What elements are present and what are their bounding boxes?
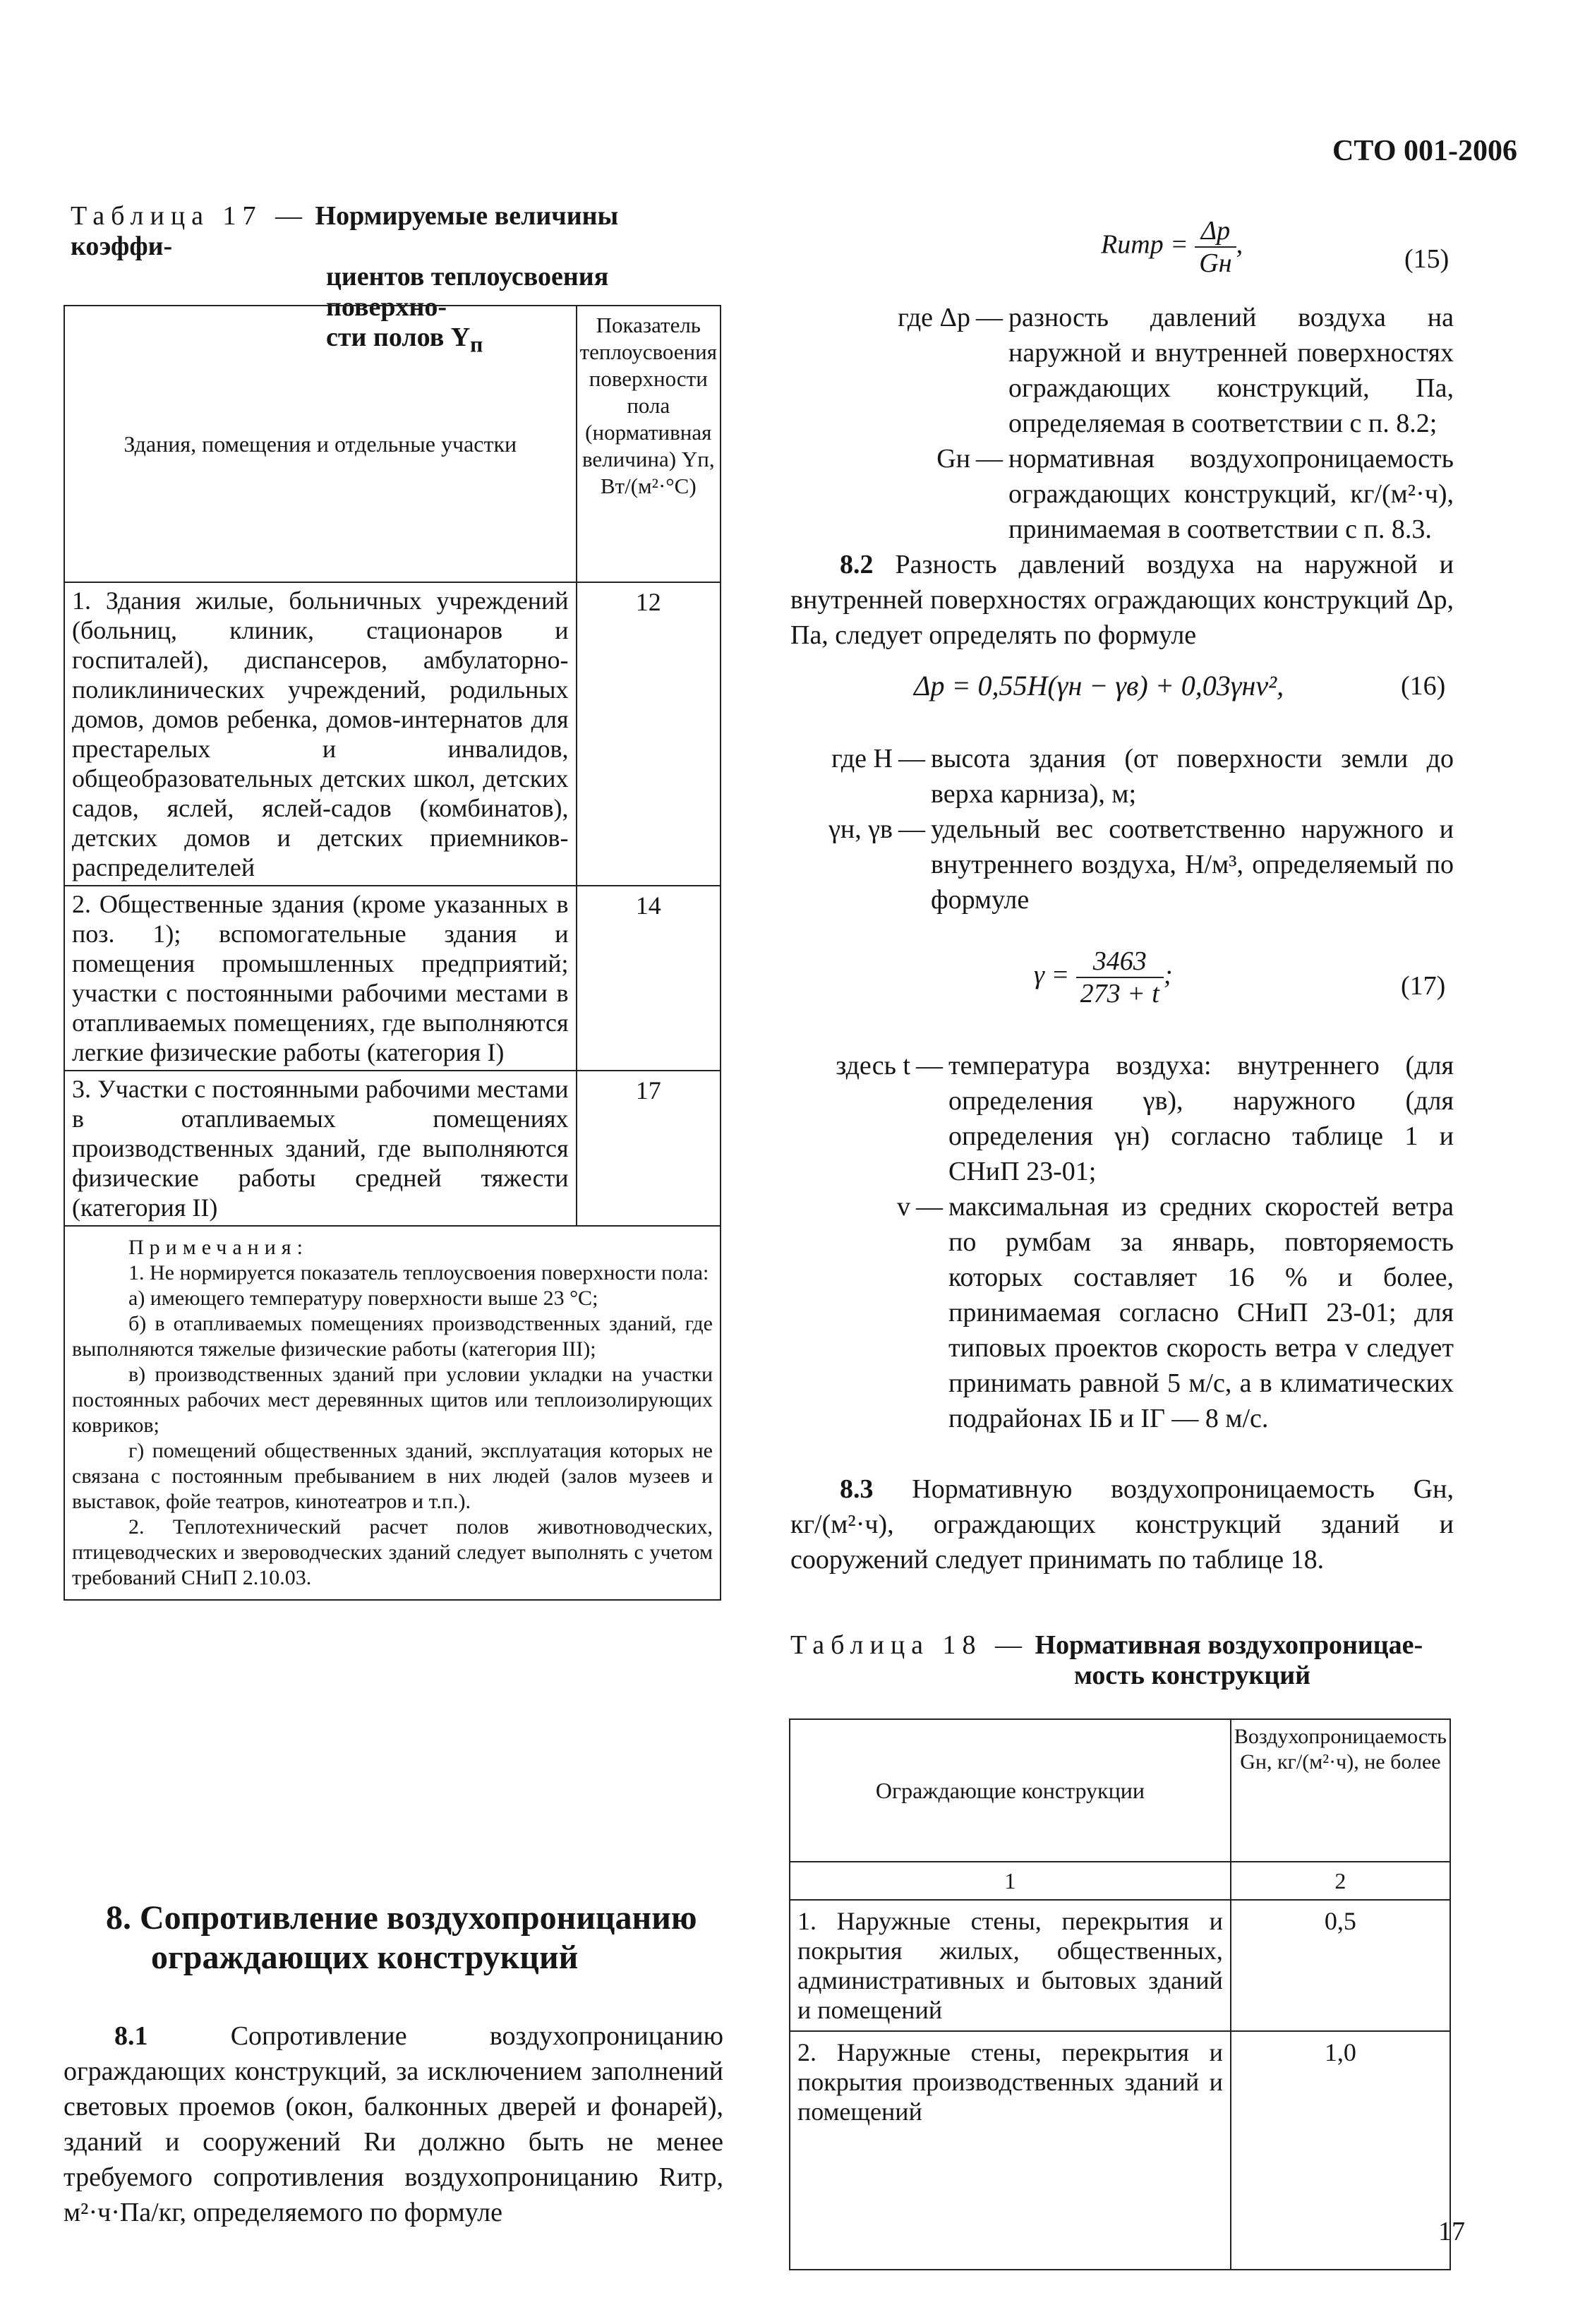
table17-caption-title-line2: циентов теплоусвоения поверхно- <box>326 262 609 322</box>
table18 <box>789 1718 1451 2270</box>
p81-text: Сопротивление воздухопроницанию ограждающих конструкций, за исключением заполнений световых проемов (окон, балконных дверей и фонарей), зданий и сооружений Rи должно быть не менее требуемого сопротивления воздухопроницанию Rитр, м²·ч·Па/кг, определяемого по формуле <box>64 2021 723 2227</box>
equation-15 <box>1101 215 1243 279</box>
table18-col2-number: 2 <box>1231 1862 1450 1900</box>
equation-16: Δp = 0,55H(γн − γв) + 0,03γнv², <box>914 670 1284 702</box>
note-item: г) помещений общественных зданий, эксплуатация которых не связана с постоянным пребыванием в них людей (залов музеев и выставок, фойе театров, кинотеатров и т.п.). <box>72 1439 713 1513</box>
table17 <box>64 305 721 1601</box>
table18-caption <box>790 1630 1447 1691</box>
def-label: здесь t <box>836 1051 910 1080</box>
def-text: температура воздуха: внутреннего (для определения γв), наружного (для определения γн) согласно таблице 1 и СНиП 23-01; <box>948 1051 1454 1186</box>
table17-caption-title-sub: п <box>470 332 483 357</box>
eq17-definitions <box>794 1048 1454 1436</box>
table17-col1-header: Здания, помещения и отдельные участки <box>64 306 577 582</box>
eq15-fraction <box>1195 215 1236 279</box>
def-text: высота здания (от поверхности земли до верха карниза), м; <box>931 744 1454 809</box>
eq15-definitions <box>794 300 1454 547</box>
table17-caption-title-line1: Нормируемые величины коэффи- <box>71 201 619 261</box>
section8-title-line2: ограждающих конструкций <box>151 1939 579 1976</box>
eq17-fraction <box>1076 946 1164 1009</box>
p83-number: 8.3 <box>840 1474 874 1504</box>
table-row <box>64 886 721 1071</box>
table17-row2-text: 2. Общественные здания (кроме указанных в поз. 1); вспомогательные здания и помещения промышленных предприятий; участки с постоянными рабочими местами в отапливаемых помещениях, где выполняются легкие физические работы (категория I) <box>64 886 577 1071</box>
table-row <box>64 582 721 886</box>
equation-17 <box>1034 946 1172 1009</box>
table18-row1-text: 1. Наружные стены, перекрытия и покрытия жилых, общественных, административных и бытовых зданий и помещений <box>790 1900 1231 2031</box>
def-label: v <box>897 1192 910 1222</box>
table18-row1-value: 0,5 <box>1231 1900 1450 2031</box>
document-code: СТО 001-2006 <box>1332 135 1517 167</box>
eq15-lhs: Rитр = <box>1101 229 1188 260</box>
def-label: Gн <box>936 444 970 474</box>
table-row <box>790 1900 1450 2031</box>
table-row <box>64 1071 721 1226</box>
section8-heading <box>106 1898 727 1977</box>
eq17-numerator: 3463 <box>1076 946 1164 978</box>
eq15-number: (15) <box>1404 244 1450 274</box>
definition-row: здесь t — температура воздуха: внутреннего (для определения γв), наружного (для определения γн) согласно таблице 1 и СНиП 23-01; <box>794 1048 1454 1189</box>
page-number: 17 <box>1438 2217 1465 2246</box>
p82-text: Разность давлений воздуха на наружной и внутренней поверхностях ограждающих конструкций Δp, Па, следует определять по формуле <box>790 550 1454 650</box>
paragraph-8-1 <box>64 2018 723 2230</box>
table-row <box>790 2031 1450 2270</box>
table17-row1-text: 1. Здания жилые, больничных учреждений (больниц, клиник, стационаров и госпиталей), диспансеров, амбулаторно-поликлинических учреждений, родильных домов, домов ребенка, домов-интернатов для престарелых и инвалидов, общеобразовательных детских школ, детских садов, яслей, яслей-садов (комбинатов), детских домов и детских приемников-распределителей <box>64 582 577 886</box>
def-label: где H <box>831 744 893 773</box>
eq15-numerator: Δp <box>1195 215 1236 248</box>
p82-number: 8.2 <box>840 550 874 579</box>
eq15-tail: , <box>1236 229 1243 260</box>
table17-notes <box>64 1226 721 1600</box>
note-item: б) в отапливаемых помещениях производственных зданий, где выполняются тяжелые физические работы (категория III); <box>72 1312 713 1361</box>
def-label: γн, γв <box>828 814 893 844</box>
table17-caption-title-line3: сти полов Y <box>326 323 471 352</box>
def-text: удельный вес соответственно наружного и внутреннего воздуха, Н/м³, определяемый по формуле <box>931 814 1454 915</box>
note-item: а) имеющего температуру поверхности выше 23 °С; <box>128 1287 598 1310</box>
eq17-tail: ; <box>1163 960 1173 990</box>
paragraph-8-2 <box>790 547 1454 653</box>
definition-row: v — максимальная из средних скоростей ветра по румбам за январь, повторяемость которых составляет 16 % и более, принимаемая согласно СНиП 23-01; для типовых проектов скорость ветра v следует принимать равной 5 м/с, а в климатических подрайонах IБ и IГ — 8 м/с. <box>794 1189 1454 1436</box>
table17-row1-value: 12 <box>577 582 721 886</box>
table18-row2-value: 1,0 <box>1231 2031 1450 2270</box>
table17-caption-prefix: Таблица 17 — <box>71 201 309 231</box>
def-text: разность давлений воздуха на наружной и внутренней поверхностях ограждающих конструкций, Па, определяемая в соответствии с п. 8.2; <box>1008 303 1454 438</box>
table17-row2-value: 14 <box>577 886 721 1071</box>
paragraph-8-3 <box>790 1471 1454 1577</box>
eq17-denominator: 273 + t <box>1080 979 1159 1009</box>
definition-row: Gн — нормативная воздухопроницаемость ограждающих конструкций, кг/(м²·ч), принимаемая в соответствии с п. 8.3. <box>794 441 1454 547</box>
section8-title-line1: 8. Сопротивление воздухопроницанию <box>106 1899 697 1937</box>
def-label: где Δp <box>898 303 970 332</box>
table18-caption-prefix: Таблица 18 — <box>790 1630 1029 1660</box>
p83-text: Нормативную воздухопроницаемость Gн, кг/(м²·ч), ограждающих конструкций зданий и сооружений следует принимать по таблице 18. <box>790 1474 1454 1575</box>
table18-col1-header: Ограждающие конструкции <box>790 1719 1231 1862</box>
table17-row3-text: 3. Участки с постоянными рабочими местами в отапливаемых помещениях производственных зданий, где выполняются физические работы средней тяжести (категория II) <box>64 1071 577 1226</box>
p81-number: 8.1 <box>114 2021 148 2051</box>
definition-row: где Δp — разность давлений воздуха на наружной и внутренней поверхностях ограждающих конструкций, Па, определяемая в соответствии с п. 8.2; <box>794 300 1454 441</box>
def-text: максимальная из средних скоростей ветра по румбам за январь, повторяемость которых составляет 16 % и более, принимаемая согласно СНиП 23-01; для типовых проектов скорость ветра v следует принимать равной 5 м/с, а в климатических подрайонах IБ и IГ — 8 м/с. <box>948 1192 1454 1433</box>
note-item: 2. Теплотехнический расчет полов животноводческих, птицеводческих и звероводческих зданий следует выполнять с учетом требований СНиП 2.10.03. <box>72 1515 713 1589</box>
notes-title: Примечания: <box>128 1236 308 1259</box>
note-item: в) производственных зданий при условии укладки на участки постоянных рабочих мест деревянных щитов или теплоизолирующих ковриков; <box>72 1363 713 1437</box>
eq17-lhs: γ = <box>1034 960 1070 990</box>
definition-row: γн, γв — удельный вес соответственно наружного и внутреннего воздуха, Н/м³, определяемый по формуле <box>794 812 1454 917</box>
note-item: 1. Не нормируется показатель теплоусвоения поверхности пола: <box>128 1261 709 1284</box>
table18-col1-number: 1 <box>790 1862 1231 1900</box>
eq16-definitions <box>794 741 1454 917</box>
eq17-number: (17) <box>1401 971 1446 1001</box>
eq16-number: (16) <box>1401 671 1446 701</box>
table18-caption-title-line1: Нормативная воздухопроницае- <box>1035 1630 1423 1660</box>
definition-row: где H — высота здания (от поверхности земли до верха карниза), м; <box>794 741 1454 812</box>
eq15-denominator: Gн <box>1199 248 1232 278</box>
table17-row3-value: 17 <box>577 1071 721 1226</box>
table18-col2-header: Воздухопроницаемость Gн, кг/(м²·ч), не более <box>1231 1719 1450 1862</box>
table18-caption-title-line2: мость конструкций <box>1074 1661 1311 1690</box>
table17-col2-header: Показатель теплоусвоения поверхности пола (нормативная величина) Yп, Вт/(м²·°С) <box>577 306 721 582</box>
table18-row2-text: 2. Наружные стены, перекрытия и покрытия производственных зданий и помещений <box>790 2031 1231 2270</box>
def-text: нормативная воздухопроницаемость ограждающих конструкций, кг/(м²·ч), принимаемая в соответствии с п. 8.3. <box>1008 444 1454 544</box>
